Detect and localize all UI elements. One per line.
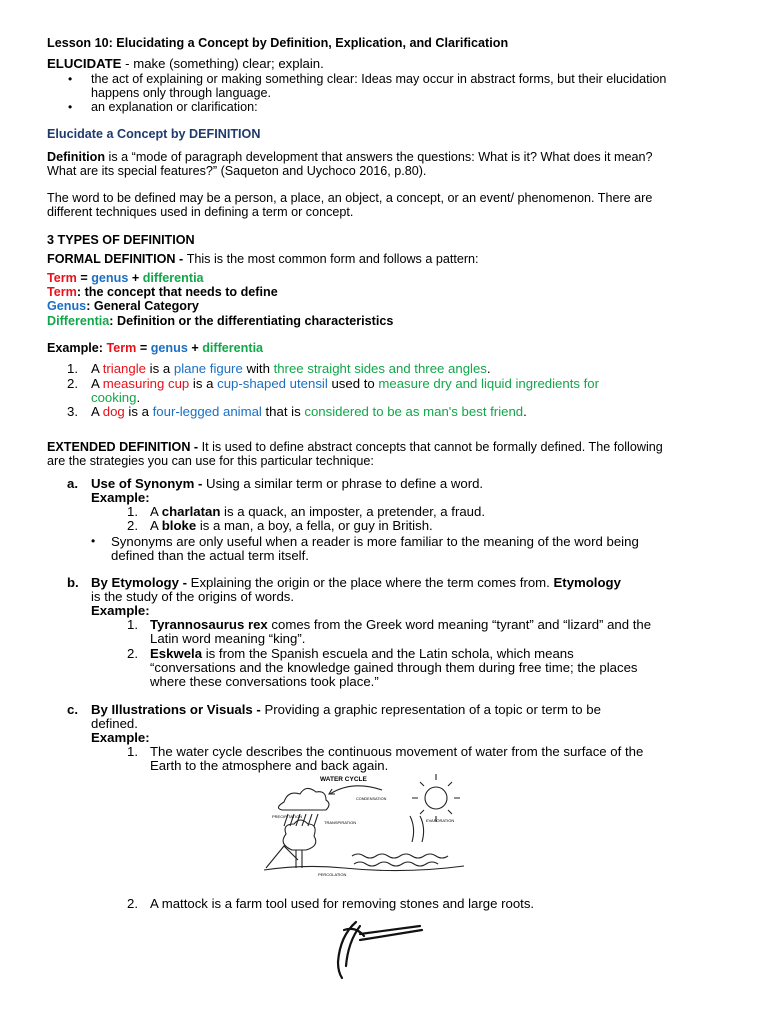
item-genus: plane figure bbox=[173, 361, 243, 376]
label-evaporation: EVAPORATION bbox=[426, 818, 455, 823]
label-transpiration: TRANSPIRATION bbox=[324, 820, 357, 825]
extended-line2: are the strategies you can use for this particular technique: bbox=[47, 454, 374, 468]
formal-pattern bbox=[47, 271, 204, 286]
list-number: 3. bbox=[67, 404, 78, 419]
formal-example-pattern bbox=[47, 341, 263, 356]
water-cycle-illustration bbox=[262, 772, 474, 880]
list-letter: b. bbox=[67, 575, 79, 590]
formal-item-3 bbox=[91, 404, 527, 419]
differentia-explanation bbox=[47, 314, 393, 329]
etymology-item-1-cont: Latin word meaning “king”. bbox=[150, 631, 306, 646]
example-label: Example: bbox=[91, 730, 150, 745]
formal-item-2 bbox=[91, 376, 599, 391]
illustrations-heading bbox=[91, 702, 601, 717]
word-para-line2: different techniques used in defining a term or concept. bbox=[47, 205, 354, 219]
evaporation-arrows bbox=[410, 816, 424, 842]
term-explanation bbox=[47, 285, 278, 300]
cloud-shape bbox=[278, 788, 329, 810]
item-text: that is bbox=[261, 404, 305, 419]
synonym-item-1 bbox=[150, 504, 485, 519]
elucidate-bullet-1a: the act of explaining or making something clear: Ideas may occur in abstract forms, but their elucidation bbox=[91, 72, 667, 86]
etymology-item-1 bbox=[150, 617, 651, 632]
example-eq: = bbox=[136, 341, 151, 355]
item-term: measuring cup bbox=[102, 376, 190, 391]
list-letter: a. bbox=[67, 476, 78, 491]
mattock-blade bbox=[338, 922, 356, 978]
sun-shape bbox=[425, 787, 447, 809]
extended-text: It is used to define abstract concepts that cannot be formally defined. The following bbox=[201, 440, 663, 454]
diff-desc: : Definition or the differentiating characteristics bbox=[109, 314, 394, 328]
mattock-illustration bbox=[330, 918, 428, 1018]
example-term: Term bbox=[106, 341, 137, 355]
item-text: is a quack, an imposter, a pretender, a fraud. bbox=[220, 504, 486, 519]
item-text: . bbox=[136, 390, 141, 405]
item-text: is a man, a boy, a fella, or guy in British. bbox=[196, 518, 433, 533]
etymology-item-2 bbox=[150, 646, 574, 661]
list-number: 2. bbox=[127, 896, 138, 911]
item-text: with bbox=[242, 361, 274, 376]
elucidate-bullet-1b: happens only through language. bbox=[91, 86, 271, 100]
label-water-cycle: WATER CYCLE bbox=[320, 776, 367, 783]
diff-label: Differentia bbox=[47, 314, 110, 328]
item-term: Tyrannosaurus rex bbox=[150, 617, 268, 632]
pattern-genus: genus bbox=[91, 271, 129, 285]
etymology-term: Etymology bbox=[553, 575, 621, 590]
item-text: is from the Spanish escuela and the Latin schola, which means bbox=[202, 646, 574, 661]
item-text: is a bbox=[146, 361, 174, 376]
extended-label: EXTENDED DEFINITION - bbox=[47, 440, 202, 454]
synonym-label: Use of Synonym - bbox=[91, 476, 207, 491]
list-number: 1. bbox=[67, 361, 78, 376]
lesson-title: Lesson 10: Elucidating a Concept by Definition, Explication, and Clarification bbox=[47, 36, 509, 50]
item-text: used to bbox=[327, 376, 379, 391]
list-number: 1. bbox=[127, 744, 138, 759]
example-genus: genus bbox=[150, 341, 188, 355]
word-para-line1: The word to be defined may be a person, a place, an object, a concept, or an event/ phenomenon. There are bbox=[47, 191, 653, 205]
illustrations-item-2: A mattock is a farm tool used for removing stones and large roots. bbox=[150, 896, 535, 911]
item-diff: three straight sides and three angles bbox=[273, 361, 487, 376]
sun-rays bbox=[412, 774, 460, 822]
list-number: 1. bbox=[127, 504, 138, 519]
label-precipitation: PRECIPITATION bbox=[272, 814, 303, 819]
etymology-label: By Etymology - bbox=[91, 575, 191, 590]
item-text: A bbox=[91, 376, 103, 391]
label-condensation: CONDENSATION bbox=[356, 797, 387, 801]
term-label: Term bbox=[47, 285, 77, 299]
section-heading-definition: Elucidate a Concept by DEFINITION bbox=[47, 127, 261, 141]
example-label: Example: bbox=[91, 490, 150, 505]
illustrations-label: By Illustrations or Visuals - bbox=[91, 702, 265, 717]
bullet-marker: • bbox=[68, 100, 73, 114]
label-percolation: PERCOLATION bbox=[318, 872, 347, 877]
example-diff: differentia bbox=[202, 341, 264, 355]
water-waves-2 bbox=[354, 862, 438, 866]
list-number: 1. bbox=[127, 617, 138, 632]
list-letter: c. bbox=[67, 702, 78, 717]
ground-line bbox=[264, 866, 464, 871]
item-diff: measure dry and liquid ingredients for bbox=[378, 376, 600, 391]
elucidate-definition bbox=[47, 56, 324, 71]
synonym-note-2: defined than the actual term itself. bbox=[111, 548, 309, 563]
pattern-diff: differentia bbox=[142, 271, 204, 285]
illustrations-item-1-cont: Earth to the atmosphere and back again. bbox=[150, 758, 389, 773]
illustrations-text: Providing a graphic representation of a topic or term to be bbox=[264, 702, 601, 717]
genus-explanation bbox=[47, 299, 199, 314]
example-label: Example: bbox=[91, 603, 150, 618]
item-text: . bbox=[523, 404, 527, 419]
list-number: 2. bbox=[67, 376, 78, 391]
item-text: A bbox=[150, 518, 162, 533]
elucidate-bullet-2: an explanation or clarification: bbox=[91, 100, 258, 114]
elucidate-def: - make (something) clear; explain. bbox=[121, 56, 324, 71]
illustrations-item-1: The water cycle describes the continuous movement of water from the surface of the bbox=[150, 744, 644, 759]
definition-term: Definition bbox=[47, 150, 106, 164]
item-term: triangle bbox=[102, 361, 146, 376]
condensation-arrow bbox=[330, 786, 382, 794]
pattern-term: Term bbox=[47, 271, 77, 285]
synonym-item-2 bbox=[150, 518, 433, 533]
list-number: 2. bbox=[127, 518, 138, 533]
item-text: . bbox=[486, 361, 491, 376]
types-heading: 3 TYPES OF DEFINITION bbox=[47, 233, 195, 247]
definition-para-line1 bbox=[47, 150, 653, 165]
item-text: A bbox=[150, 504, 162, 519]
term-desc: : the concept that needs to define bbox=[76, 285, 278, 299]
formal-definition-line bbox=[47, 252, 479, 267]
item-diff: cooking bbox=[91, 390, 137, 405]
elucidate-term: ELUCIDATE bbox=[47, 56, 122, 71]
formal-item-2-cont bbox=[91, 390, 140, 405]
bullet-marker: • bbox=[68, 72, 73, 86]
synonym-text: Using a similar term or phrase to define a word. bbox=[206, 476, 484, 491]
etymology-item-2-cont1: “conversations and the knowledge gained through them during free time; the places bbox=[150, 660, 638, 675]
tree-crown bbox=[283, 820, 316, 850]
definition-text: is a “mode of paragraph development that answers the questions: What is it? What does it mean? bbox=[105, 150, 653, 164]
item-text: comes from the Greek word meaning “tyrant” and “lizard” and the bbox=[267, 617, 652, 632]
example-plus: + bbox=[187, 341, 203, 355]
mattock-handle-bottom bbox=[360, 930, 422, 940]
item-term: charlatan bbox=[161, 504, 221, 519]
etymology-item-2-cont2: where these conversations took place.” bbox=[150, 674, 379, 689]
synonym-note-1: Synonyms are only useful when a reader is more familiar to the meaning of the word being bbox=[111, 534, 639, 549]
etymology-heading bbox=[91, 575, 621, 590]
mountain-shape bbox=[266, 846, 298, 868]
item-text: is a bbox=[189, 376, 218, 391]
pattern-plus: + bbox=[128, 271, 143, 285]
item-genus: four-legged animal bbox=[152, 404, 262, 419]
item-text: A bbox=[91, 361, 103, 376]
item-genus: cup-shaped utensil bbox=[217, 376, 328, 391]
water-waves bbox=[352, 854, 448, 858]
extended-line1 bbox=[47, 440, 663, 455]
formal-text: This is the most common form and follows a pattern: bbox=[186, 252, 479, 266]
formal-item-1 bbox=[91, 361, 491, 376]
item-diff: considered to be as man's best friend bbox=[304, 404, 524, 419]
item-text: is a bbox=[124, 404, 153, 419]
illustrations-line2: defined. bbox=[91, 716, 138, 731]
etymology-text: Explaining the origin or the place where the term comes from. bbox=[190, 575, 554, 590]
synonym-heading bbox=[91, 476, 483, 491]
genus-desc: : General Category bbox=[86, 299, 199, 313]
pattern-eq: = bbox=[76, 271, 92, 285]
etymology-line2: is the study of the origins of words. bbox=[91, 589, 295, 604]
bullet-marker: • bbox=[91, 534, 96, 548]
example-label: Example: bbox=[47, 341, 107, 355]
list-number: 2. bbox=[127, 646, 138, 661]
item-term: bloke bbox=[161, 518, 197, 533]
item-term: Eskwela bbox=[150, 646, 203, 661]
genus-label: Genus bbox=[47, 299, 87, 313]
item-text: A bbox=[91, 404, 103, 419]
formal-label: FORMAL DEFINITION - bbox=[47, 252, 187, 266]
definition-para-line2: What are its special features?” (Saqueton and Uychoco 2016, p.80). bbox=[47, 164, 427, 178]
item-term: dog bbox=[102, 404, 125, 419]
